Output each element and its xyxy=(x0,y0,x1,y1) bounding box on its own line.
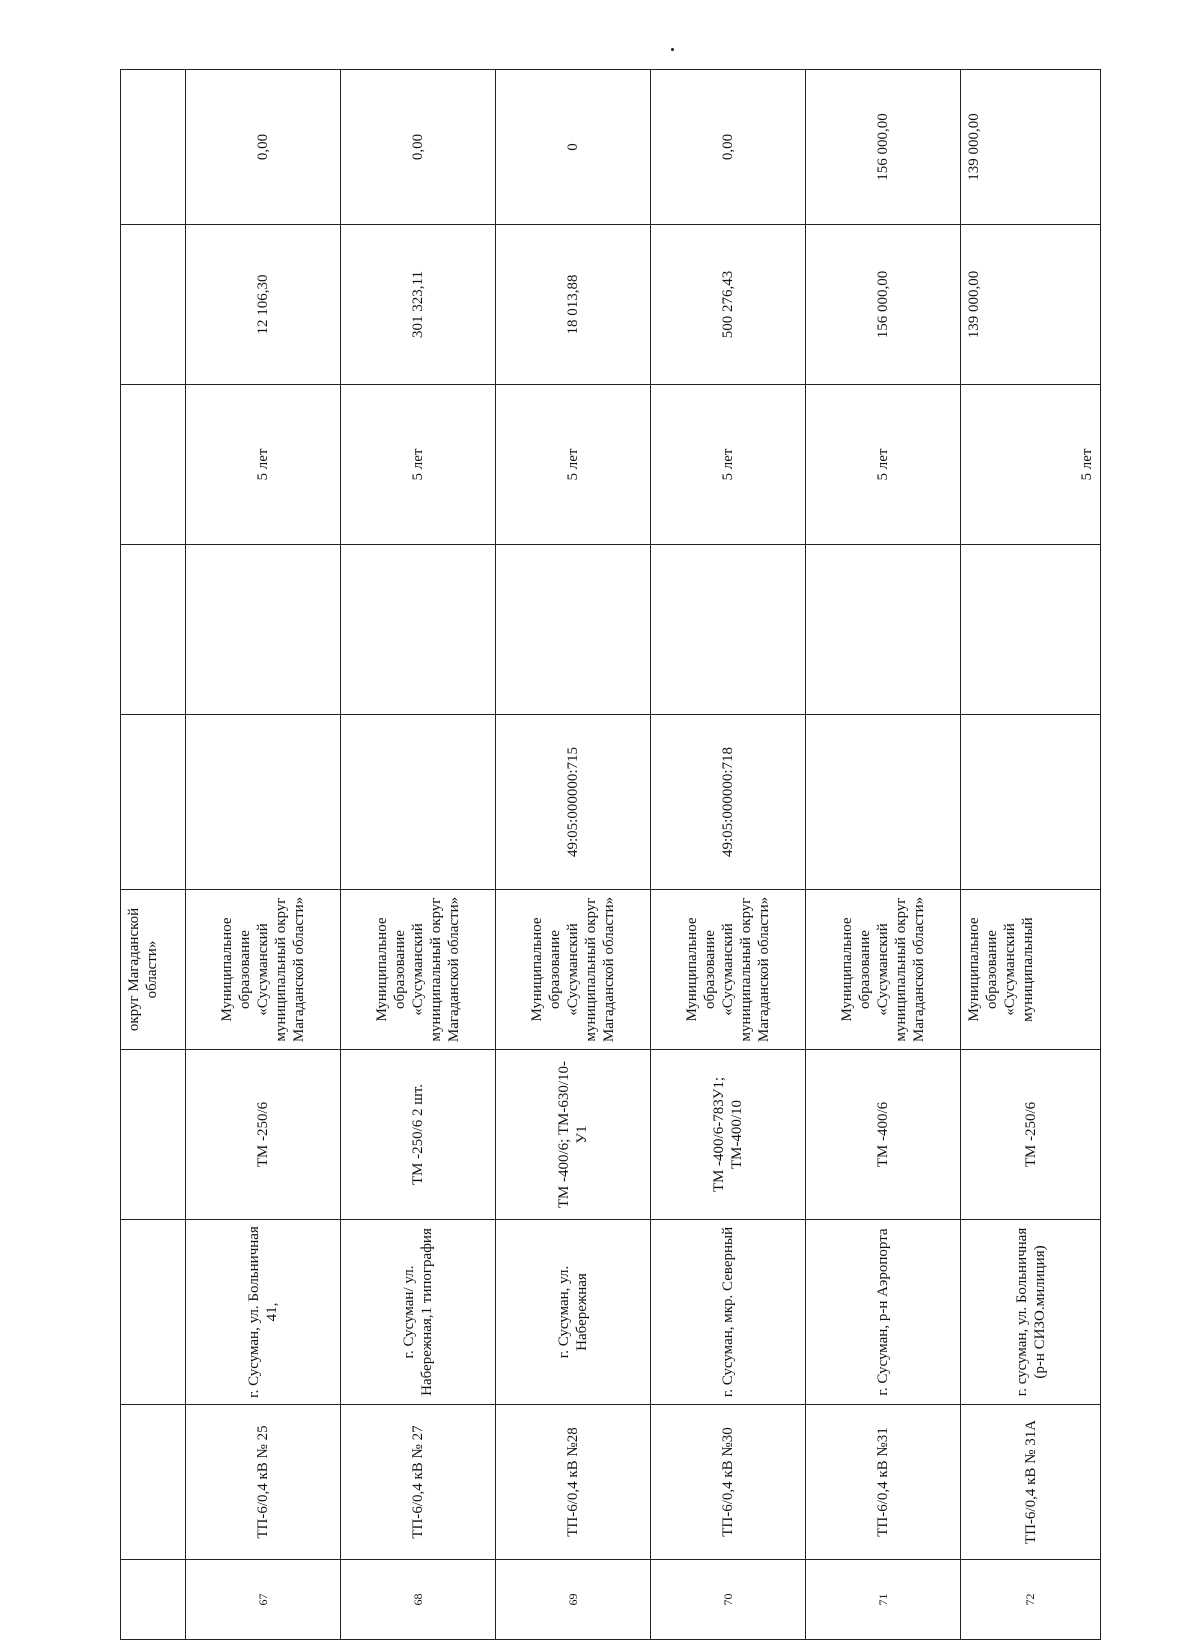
cell-col7 xyxy=(121,545,186,715)
rotated-page xyxy=(120,70,1100,1640)
cell-term: 5 лет xyxy=(961,385,1101,545)
cell-name: ТП-6/0,4 кВ № 27 xyxy=(341,1405,496,1560)
cell-balance xyxy=(121,225,186,385)
cell-residual xyxy=(121,70,186,225)
cell-residual: 0,00 xyxy=(341,70,496,225)
cell-residual: 139 000,00 xyxy=(961,70,1101,225)
cell-cadastral: 49:05:000000:715 xyxy=(496,715,651,890)
cell-equipment: ТМ -250/6 xyxy=(186,1050,341,1220)
cell-address: г. Сусуман/ ул. Набережная,1 типография xyxy=(341,1220,496,1405)
cell-cadastral: 49:05:000000:718 xyxy=(651,715,806,890)
cell-residual: 0,00 xyxy=(651,70,806,225)
cell-cadastral xyxy=(806,715,961,890)
cell-col7 xyxy=(496,545,651,715)
cell-name: ТП-6/0,4 кВ №28 xyxy=(496,1405,651,1560)
cell-cadastral xyxy=(961,715,1101,890)
cell-owner: Муниципальное образование «Сусуманский муниципальный округ Магаданской области» xyxy=(496,890,651,1050)
cell-address: г. сусуман, ул. Больничная (р-н СИЗО.милиция) xyxy=(961,1220,1101,1405)
cell-name xyxy=(121,1405,186,1560)
cell-col7 xyxy=(961,545,1101,715)
cell-term: 5 лет xyxy=(341,385,496,545)
cell-name: ТП-6/0,4 кВ №31 xyxy=(806,1405,961,1560)
cell-name: ТП-6/0,4 кВ № 25 xyxy=(186,1405,341,1560)
cell-equipment: ТМ -400/6 xyxy=(806,1050,961,1220)
cell-col7 xyxy=(341,545,496,715)
cell-owner: округ Магаданской области» xyxy=(121,890,186,1050)
cell-num: 72 xyxy=(961,1560,1101,1640)
cell-col7 xyxy=(806,545,961,715)
table-row xyxy=(186,70,341,1640)
table-row xyxy=(806,70,961,1640)
cell-num: 70 xyxy=(651,1560,806,1640)
cell-num: 71 xyxy=(806,1560,961,1640)
cell-num xyxy=(121,1560,186,1640)
cell-address: г. Сусуман, ул. Набережная xyxy=(496,1220,651,1405)
cell-owner: Муниципальное образование «Сусуманский муниципальный округ Магаданской области» xyxy=(186,890,341,1050)
cell-col7 xyxy=(651,545,806,715)
cell-cadastral xyxy=(121,715,186,890)
cell-name: ТП-6/0,4 кВ №30 xyxy=(651,1405,806,1560)
cell-term: 5 лет xyxy=(806,385,961,545)
cell-balance: 139 000,00 xyxy=(961,225,1101,385)
cell-equipment xyxy=(121,1050,186,1220)
cell-residual: 0,00 xyxy=(186,70,341,225)
cell-num: 67 xyxy=(186,1560,341,1640)
cell-address: г. Сусуман, мкр. Северный xyxy=(651,1220,806,1405)
cell-equipment: ТМ -250/6 2 шт. xyxy=(341,1050,496,1220)
cell-residual: 156 000,00 xyxy=(806,70,961,225)
cell-owner: Муниципальное образование «Сусуманский муниципальный округ Магаданской области» xyxy=(651,890,806,1050)
cell-residual: 0 xyxy=(496,70,651,225)
table-row xyxy=(341,70,496,1640)
cell-address: г. Сусуман, ул. Больничная 41, xyxy=(186,1220,341,1405)
cell-term: 5 лет xyxy=(651,385,806,545)
cell-address xyxy=(121,1220,186,1405)
cell-num: 69 xyxy=(496,1560,651,1640)
cell-address: г. Сусуман, р-н Аэропорта xyxy=(806,1220,961,1405)
table-row xyxy=(651,70,806,1640)
cell-owner: Муниципальное образование «Сусуманский муниципальный округ Магаданской области» xyxy=(341,890,496,1050)
table-row xyxy=(496,70,651,1640)
cell-equipment: ТМ -250/6 xyxy=(961,1050,1101,1220)
scan-dot xyxy=(671,48,674,51)
cell-equipment: ТМ -400/6-783У1; ТМ-400/10 xyxy=(651,1050,806,1220)
cell-term xyxy=(121,385,186,545)
cell-balance: 12 106,30 xyxy=(186,225,341,385)
cell-col7 xyxy=(186,545,341,715)
cell-cadastral xyxy=(186,715,341,890)
cell-cadastral xyxy=(341,715,496,890)
cell-term: 5 лет xyxy=(186,385,341,545)
register-table xyxy=(120,69,1101,1640)
cell-num: 68 xyxy=(341,1560,496,1640)
cell-owner: Муниципальное образование «Сусуманский муниципальный округ Магаданской области» xyxy=(806,890,961,1050)
cell-equipment: ТМ -400/6; ТМ-630/10-У1 xyxy=(496,1050,651,1220)
cell-balance: 156 000,00 xyxy=(806,225,961,385)
continuation-row xyxy=(121,70,186,1640)
cell-balance: 500 276,43 xyxy=(651,225,806,385)
cell-term: 5 лет xyxy=(496,385,651,545)
cell-owner: Муниципальное образование «Сусуманский муниципальный xyxy=(961,890,1101,1050)
table-row xyxy=(961,70,1101,1640)
cell-balance: 301 323,11 xyxy=(341,225,496,385)
cell-name: ТП-6/0,4 кВ № 31А xyxy=(961,1405,1101,1560)
cell-balance: 18 013,88 xyxy=(496,225,651,385)
